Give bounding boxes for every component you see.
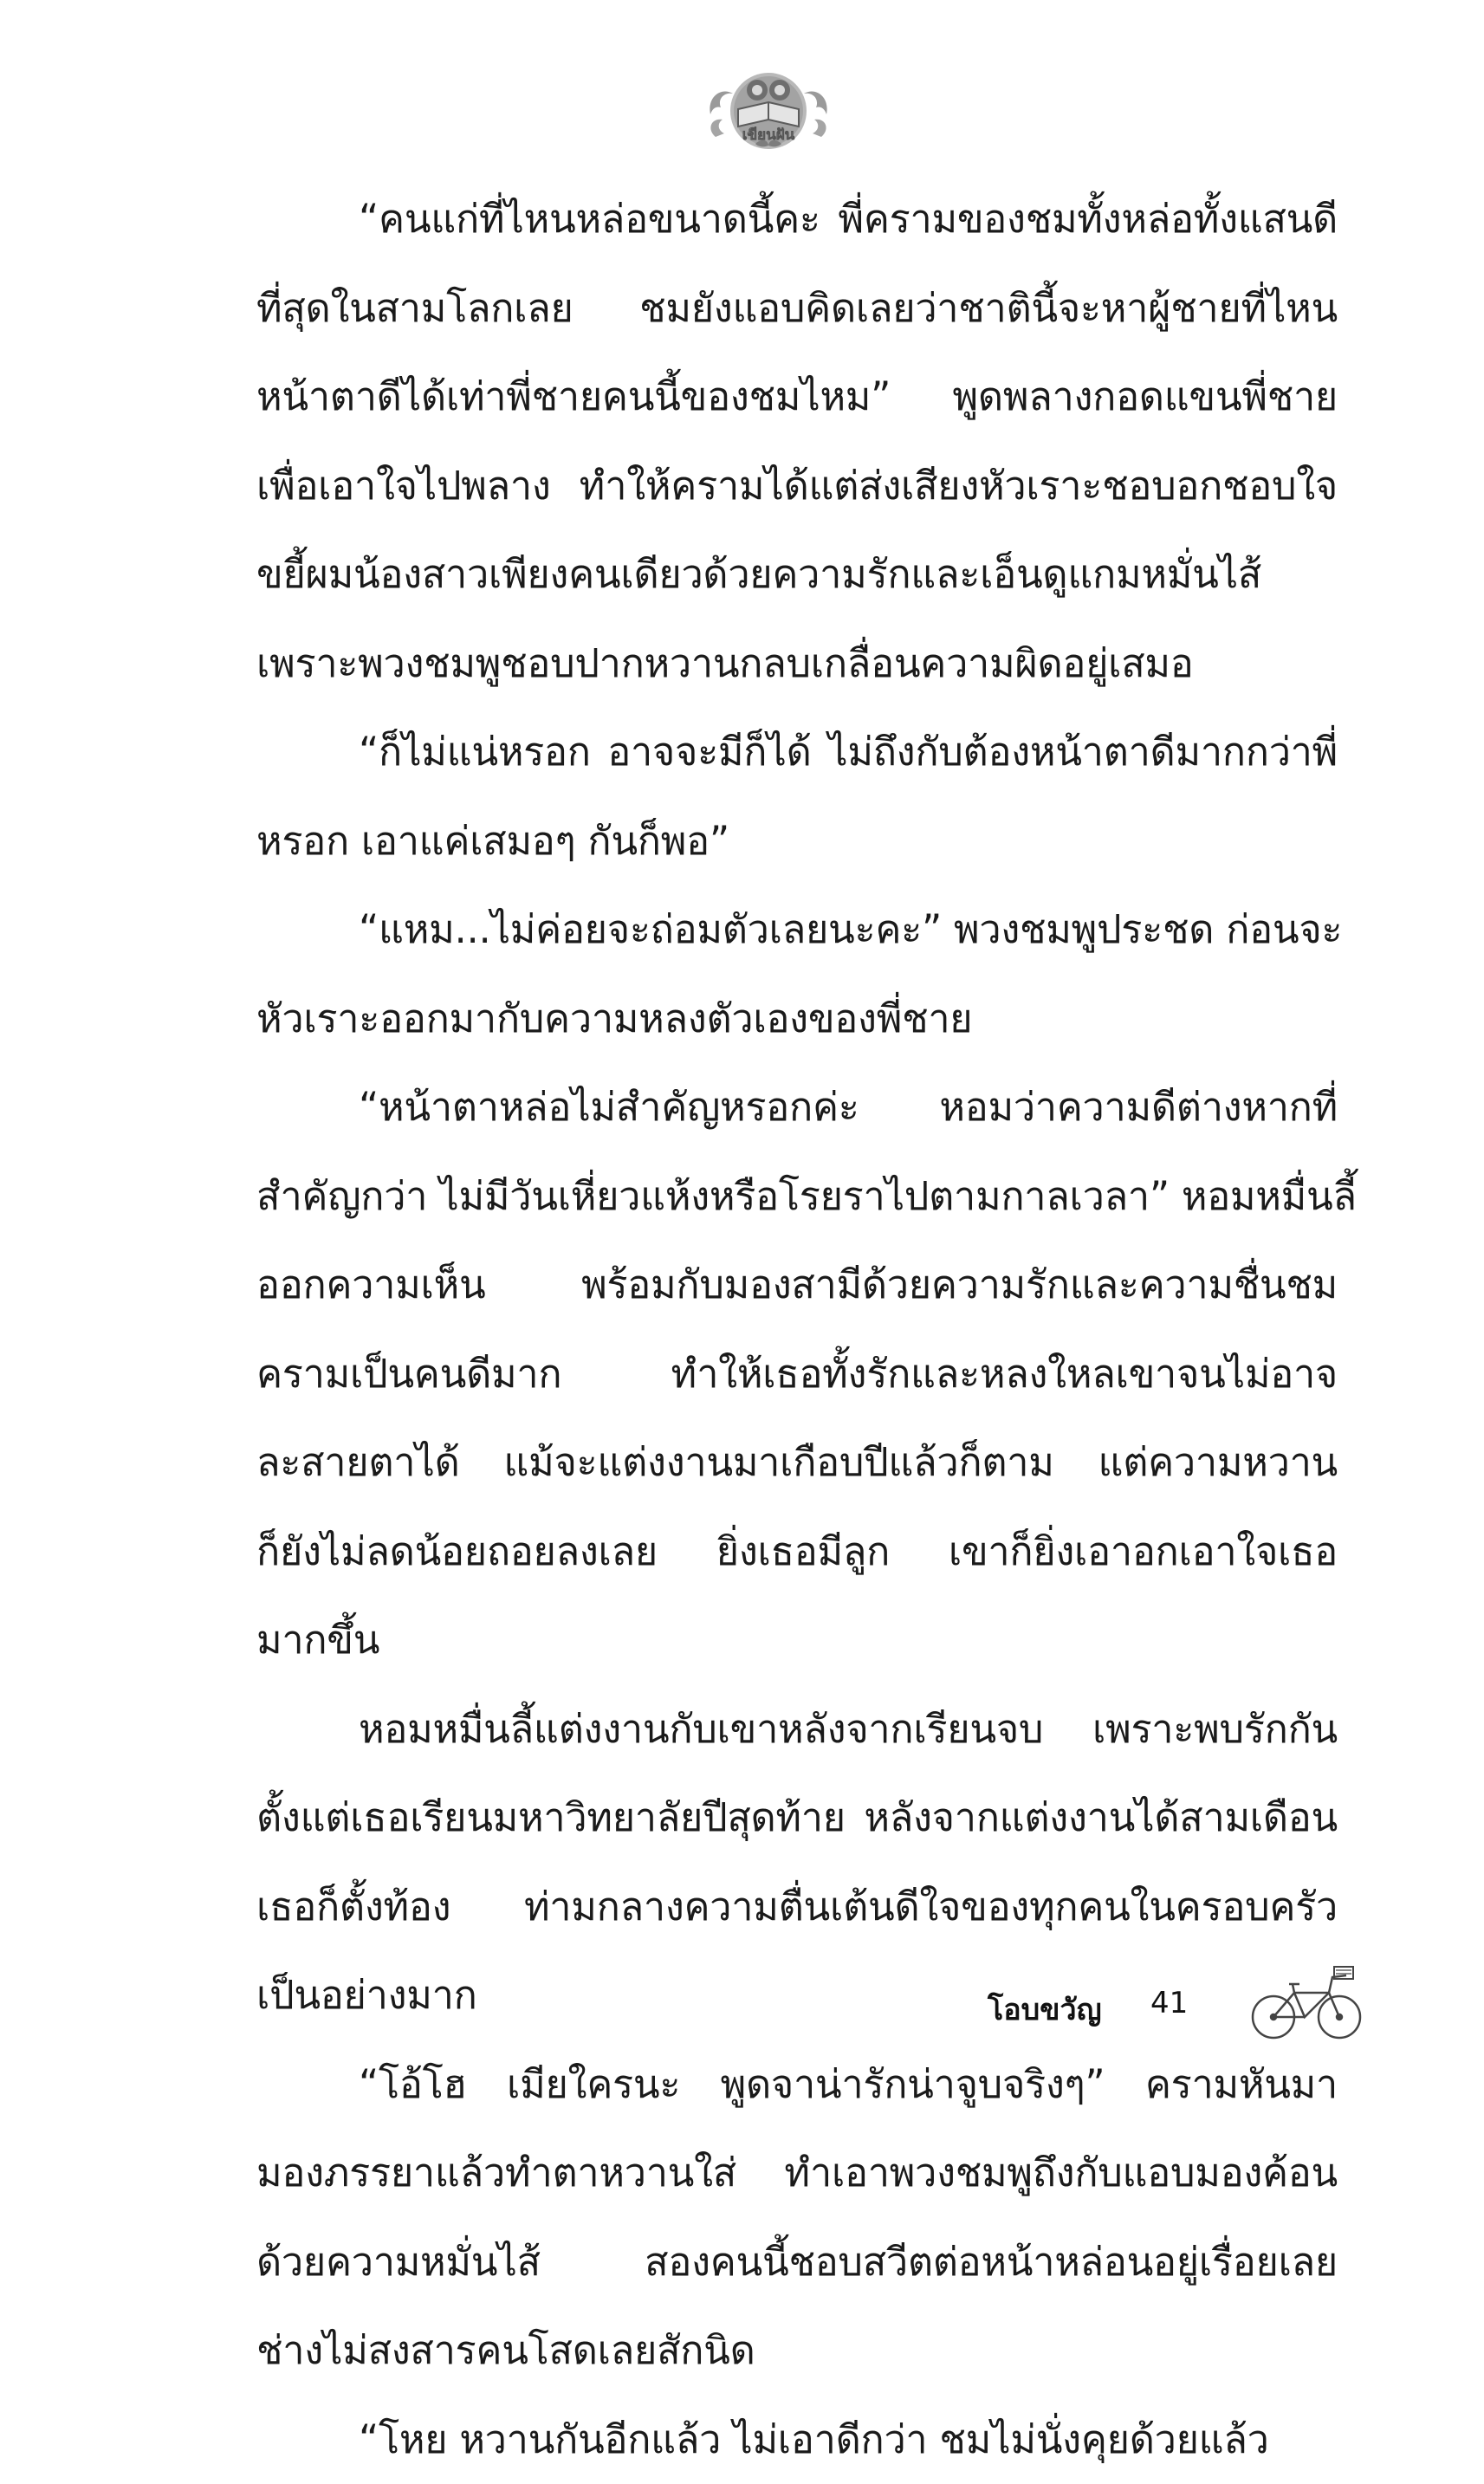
- text-line: มากขึ้น: [256, 1596, 1338, 1685]
- book-rose-emblem-icon: [703, 54, 833, 166]
- logo-text: เขียนฝัน: [742, 126, 795, 144]
- text-line: ที่สุดในสามโลกเลย ชมยังแอบคิดเลยว่าชาตินี้จะหาผู้ชายที่ไหน: [256, 264, 1338, 353]
- text-line: เธอก็ตั้งท้อง ท่ามกลางความตื่นเต้นดีใจของทุกคนในครอบครัว: [256, 1863, 1338, 1952]
- text-line: เพื่อเอาใจไปพลาง ทำให้ครามได้แต่ส่งเสียงหัวเราะชอบอกชอบใจ: [256, 442, 1338, 531]
- body-text: [256, 175, 1338, 2484]
- page-footer: [988, 1960, 1369, 2055]
- text-line: หน้าตาดีได้เท่าพี่ชายคนนี้ของชมไหม” พูดพลางกอดแขนพี่ชาย: [256, 353, 1338, 442]
- text-line: “ก็ไม่แน่หรอก อาจจะมีก็ได้ ไม่ถึงกับต้องหน้าตาดีมากกว่าพี่: [256, 708, 1338, 797]
- book-title: โอบขวัญ: [988, 1986, 1102, 2033]
- text-line: ออกความเห็น พร้อมกับมองสามีด้วยความรักและความชื่นชม: [256, 1241, 1338, 1330]
- text-line: หรอก เอาแค่เสมอๆ กันก็พอ”: [256, 797, 1338, 886]
- text-line: ตั้งแต่เธอเรียนมหาวิทยาลัยปีสุดท้าย หลังจากแต่งงานได้สามเดือน: [256, 1774, 1338, 1863]
- text-line: “โอ้โฮ เมียใครนะ พูดจาน่ารักน่าจูบจริงๆ” ครามหันมา: [256, 2040, 1338, 2130]
- text-line: หอมหมื่นลี้แต่งงานกับเขาหลังจากเรียนจบ เพราะพบรักกัน: [256, 1685, 1338, 1774]
- text-line: ครามเป็นคนดีมาก ทำให้เธอทั้งรักและหลงใหลเขาจนไม่อาจ: [256, 1330, 1338, 1419]
- text-line: ขยี้ผมน้องสาวเพียงคนเดียวด้วยความรักและเอ็นดูแกมหมั่นไส้: [256, 530, 1338, 619]
- text-line: ก็ยังไม่ลดน้อยถอยลงเลย ยิ่งเธอมีลูก เขาก็ยิ่งเอาอกเอาใจเธอ: [256, 1508, 1338, 1597]
- text-line: ละสายตาได้ แม้จะแต่งงานมาเกือบปีแล้วก็ตาม แต่ความหวาน: [256, 1418, 1338, 1508]
- page-number: 41: [1150, 1986, 1188, 2020]
- text-line: “คนแก่ที่ไหนหล่อขนาดนี้คะ พี่ครามของชมทั้งหล่อทั้งแสนดี: [256, 175, 1338, 264]
- text-line: สำคัญกว่า ไม่มีวันเหี่ยวแห้งหรือโรยราไปตามกาลเวลา” หอมหมื่นลี้: [256, 1152, 1338, 1242]
- text-line: “แหม...ไม่ค่อยจะถ่อมตัวเลยนะคะ” พวงชมพูประชด ก่อนจะ: [256, 885, 1338, 975]
- text-line: เพราะพวงชมพูชอบปากหวานกลบเกลื่อนความผิดอยู่เสมอ: [256, 619, 1338, 709]
- text-line: หัวเราะออกมากับความหลงตัวเองของพี่ชาย: [256, 975, 1338, 1064]
- text-line: ช่างไม่สงสารคนโสดเลยสักนิด: [256, 2306, 1338, 2396]
- text-line: “หน้าตาหล่อไม่สำคัญหรอกค่ะ หอมว่าความดีต่างหากที่: [256, 1063, 1338, 1152]
- text-line: เป็นอย่างมาก: [256, 1951, 1338, 2040]
- bicycle-icon: [1249, 1960, 1364, 2046]
- text-line: ด้วยความหมั่นไส้ สองคนนี้ชอบสวีตต่อหน้าหล่อนอยู่เรื่อยเลย: [256, 2218, 1338, 2307]
- text-line: “โหย หวานกันอีกแล้ว ไม่เอาดีกว่า ชมไม่นั่งคุยด้วยแล้ว: [256, 2396, 1338, 2484]
- text-line: มองภรรยาแล้วทำตาหวานใส่ ทำเอาพวงชมพูถึงกับแอบมองค้อน: [256, 2129, 1338, 2218]
